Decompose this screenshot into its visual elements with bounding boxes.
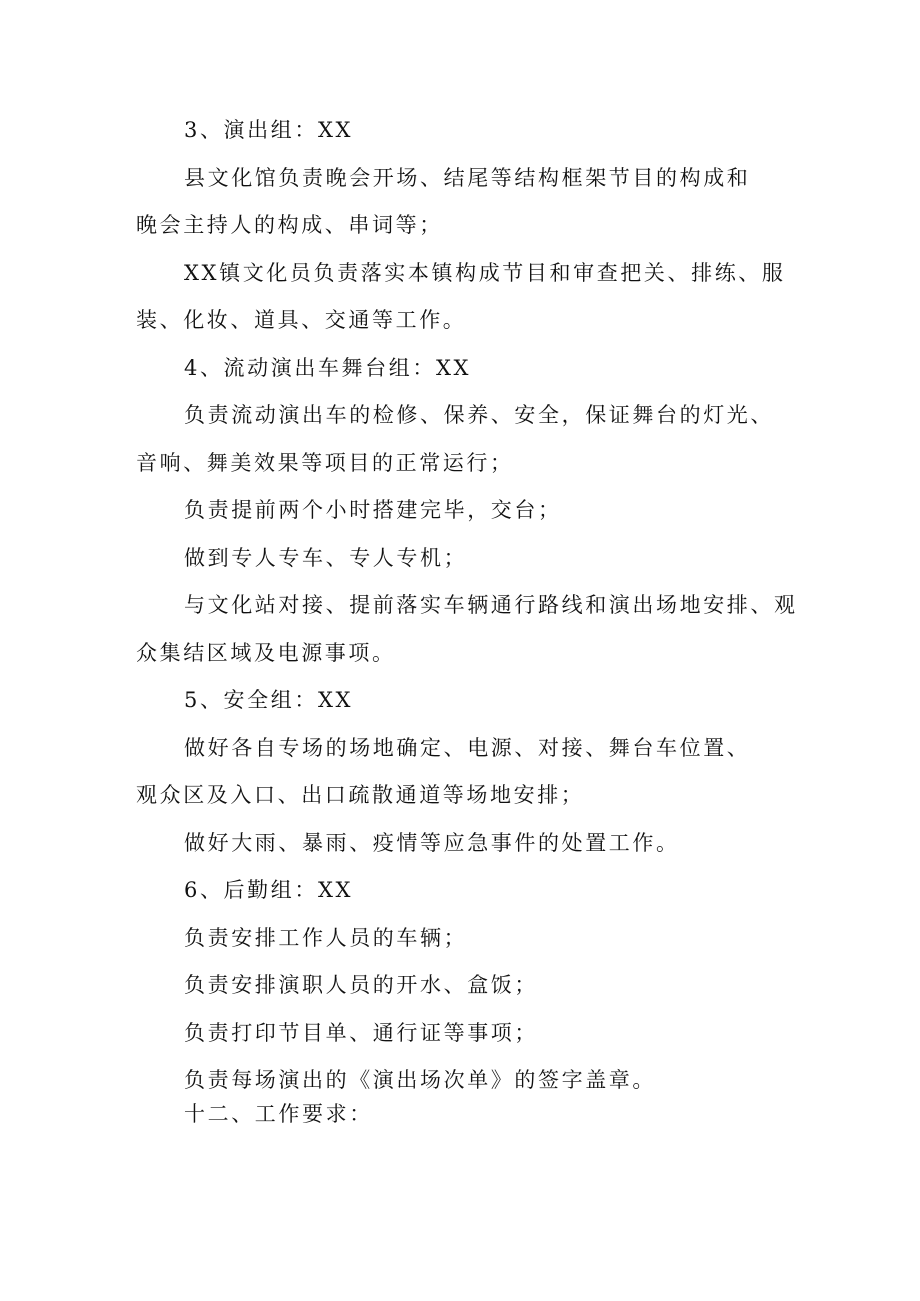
paragraph-line: 众集结区域及电源事项。 — [136, 641, 396, 665]
section-heading-safety-group: 5、安全组：XX — [184, 688, 354, 712]
paragraph-line: 装、化妆、道具、交通等工作。 — [136, 308, 467, 332]
section-heading-work-requirements: 十二、工作要求： — [184, 1102, 373, 1126]
paragraph-line: 负责提前两个小时搭建完毕，交台； — [184, 498, 562, 522]
paragraph-line: 负责安排演职人员的开水、盒饭； — [184, 973, 538, 997]
paragraph-line: 负责流动演出车的检修、保养、安全，保证舞台的灯光、 — [184, 403, 774, 427]
paragraph-line: 音响、舞美效果等项目的正常运行； — [136, 451, 514, 475]
section-heading-performance-group: 3、演出组：XX — [184, 118, 354, 142]
paragraph-line: 与文化站对接、提前落实车辆通行路线和演出场地安排、观 — [184, 593, 798, 617]
paragraph-line: 做到专人专车、专人专机； — [184, 546, 468, 570]
paragraph-line: 做好大雨、暴雨、疫情等应急事件的处置工作。 — [184, 831, 680, 855]
paragraph-line: 负责安排工作人员的车辆； — [184, 926, 468, 950]
section-heading-stage-vehicle-group: 4、流动演出车舞台组：XX — [184, 356, 472, 380]
paragraph-line: 观众区及入口、出口疏散通道等场地安排； — [136, 783, 585, 807]
paragraph-line: 负责打印节目单、通行证等事项； — [184, 1021, 538, 1045]
paragraph-line: 负责每场演出的《演出场次单》的签字盖章。 — [184, 1068, 656, 1092]
paragraph-line: XX镇文化员负责落实本镇构成节目和审查把关、排练、服 — [184, 261, 786, 285]
paragraph-line: 晚会主持人的构成、串词等； — [136, 213, 443, 237]
paragraph-line: 做好各自专场的场地确定、电源、对接、舞台车位置、 — [184, 736, 751, 760]
section-heading-logistics-group: 6、后勤组：XX — [184, 878, 354, 902]
paragraph-line: 县文化馆负责晚会开场、结尾等结构框架节目的构成和 — [184, 166, 751, 190]
